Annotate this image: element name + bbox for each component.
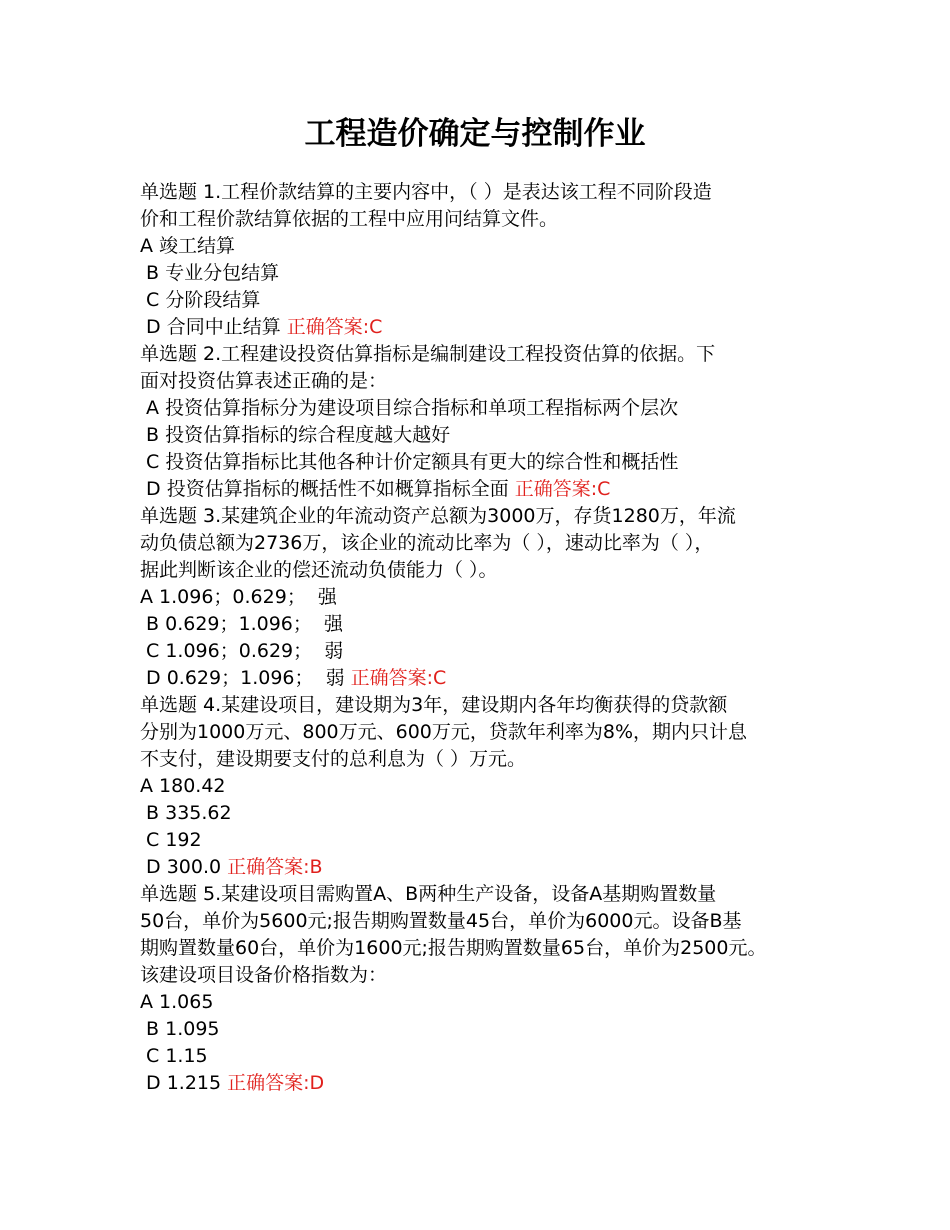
option-line — [140, 314, 830, 341]
question-stem-line: 不支付，建设期要支付的总利息为（ ）万元。 — [140, 748, 527, 770]
option-text: B 335.62 — [140, 802, 232, 824]
option-line — [140, 260, 830, 287]
option-line — [140, 233, 830, 260]
option-line — [140, 1016, 830, 1043]
question-stem-line: 面对投资估算表述正确的是： — [140, 370, 388, 392]
option-text: D 合同中止结算 — [140, 316, 287, 338]
option-text: B 专业分包结算 — [140, 262, 280, 284]
question-stem-line: 分别为1000万元、800万元、600万元，贷款年利率为8%，期内只计息 — [140, 721, 748, 743]
question-1 — [140, 179, 830, 341]
option-line — [140, 476, 830, 503]
option-line — [140, 638, 830, 665]
correct-answer: 正确答案:D — [227, 1072, 325, 1094]
question-stem-line: 单选题 4.某建设项目，建设期为3年，建设期内各年均衡获得的贷款额 — [140, 694, 728, 716]
option-text: D 300.0 — [140, 856, 228, 878]
question-stem-line: 单选题 2.工程建设投资估算指标是编制建设工程投资估算的依据。下 — [140, 343, 716, 365]
option-text: A 投资估算指标分为建设项目综合指标和单项工程指标两个层次 — [140, 397, 679, 419]
option-line — [140, 584, 830, 611]
question-list — [140, 179, 830, 1097]
option-line — [140, 665, 830, 692]
option-text: D 0.629；1.096； 弱 — [140, 667, 351, 689]
correct-answer: 正确答案:B — [227, 856, 323, 878]
option-line — [140, 287, 830, 314]
question-stem-line: 期购置数量60台，单价为1600元;报告期购置数量65台，单价为2500元。 — [140, 937, 767, 959]
question-3 — [140, 503, 830, 692]
question-stem-line: 动负债总额为2736万，该企业的流动比率为（ ），速动比率为（ ）， — [140, 532, 714, 554]
option-line — [140, 773, 830, 800]
option-text: A 竣工结算 — [140, 235, 236, 257]
option-line — [140, 827, 830, 854]
option-text: B 0.629；1.096； 强 — [140, 613, 343, 635]
correct-answer: 正确答案:C — [286, 316, 383, 338]
option-line — [140, 989, 830, 1016]
option-line — [140, 611, 830, 638]
option-text: C 投资估算指标比其他各种计价定额具有更大的综合性和概括性 — [140, 451, 679, 473]
option-text: A 1.065 — [140, 991, 214, 1013]
question-stem-line: 价和工程价款结算依据的工程中应用问结算文件。 — [140, 208, 559, 230]
question-5 — [140, 881, 830, 1097]
option-line — [140, 1043, 830, 1070]
option-text: C 1.096；0.629； 弱 — [140, 640, 344, 662]
question-stem-line: 50台，单价为5600元;报告期购置数量45台，单价为6000元。设备B基 — [140, 910, 742, 932]
option-line — [140, 1070, 830, 1097]
option-text: D 1.215 — [140, 1072, 228, 1094]
question-stem-line: 单选题 1.工程价款结算的主要内容中，（ ）是表达该工程不同阶段造 — [140, 181, 712, 203]
question-stem-line: 该建设项目设备价格指数为： — [140, 964, 388, 986]
option-text: A 1.096；0.629； 强 — [140, 586, 337, 608]
option-line — [140, 395, 830, 422]
option-text: B 投资估算指标的综合程度越大越好 — [140, 424, 451, 446]
question-stem-line: 单选题 3.某建筑企业的年流动资产总额为3000万，存货1280万，年流 — [140, 505, 736, 527]
option-line — [140, 422, 830, 449]
question-2 — [140, 341, 830, 503]
option-text: D 投资估算指标的概括性不如概算指标全面 — [140, 478, 515, 500]
option-text: B 1.095 — [140, 1018, 220, 1040]
document-title: 工程造价确定与控制作业 — [304, 116, 646, 152]
correct-answer: 正确答案:C — [514, 478, 611, 500]
option-text: C 192 — [140, 829, 202, 851]
question-stem-line: 据此判断该企业的偿还流动负债能力（ ）。 — [140, 559, 498, 581]
question-4 — [140, 692, 830, 881]
option-line — [140, 449, 830, 476]
option-text: C 分阶段结算 — [140, 289, 261, 311]
option-text: A 180.42 — [140, 775, 226, 797]
option-text: C 1.15 — [140, 1045, 208, 1067]
option-line — [140, 854, 830, 881]
option-line — [140, 800, 830, 827]
question-stem-line: 单选题 5.某建设项目需购置A、B两种生产设备，设备A基期购置数量 — [140, 883, 717, 905]
correct-answer: 正确答案:C — [350, 667, 447, 689]
